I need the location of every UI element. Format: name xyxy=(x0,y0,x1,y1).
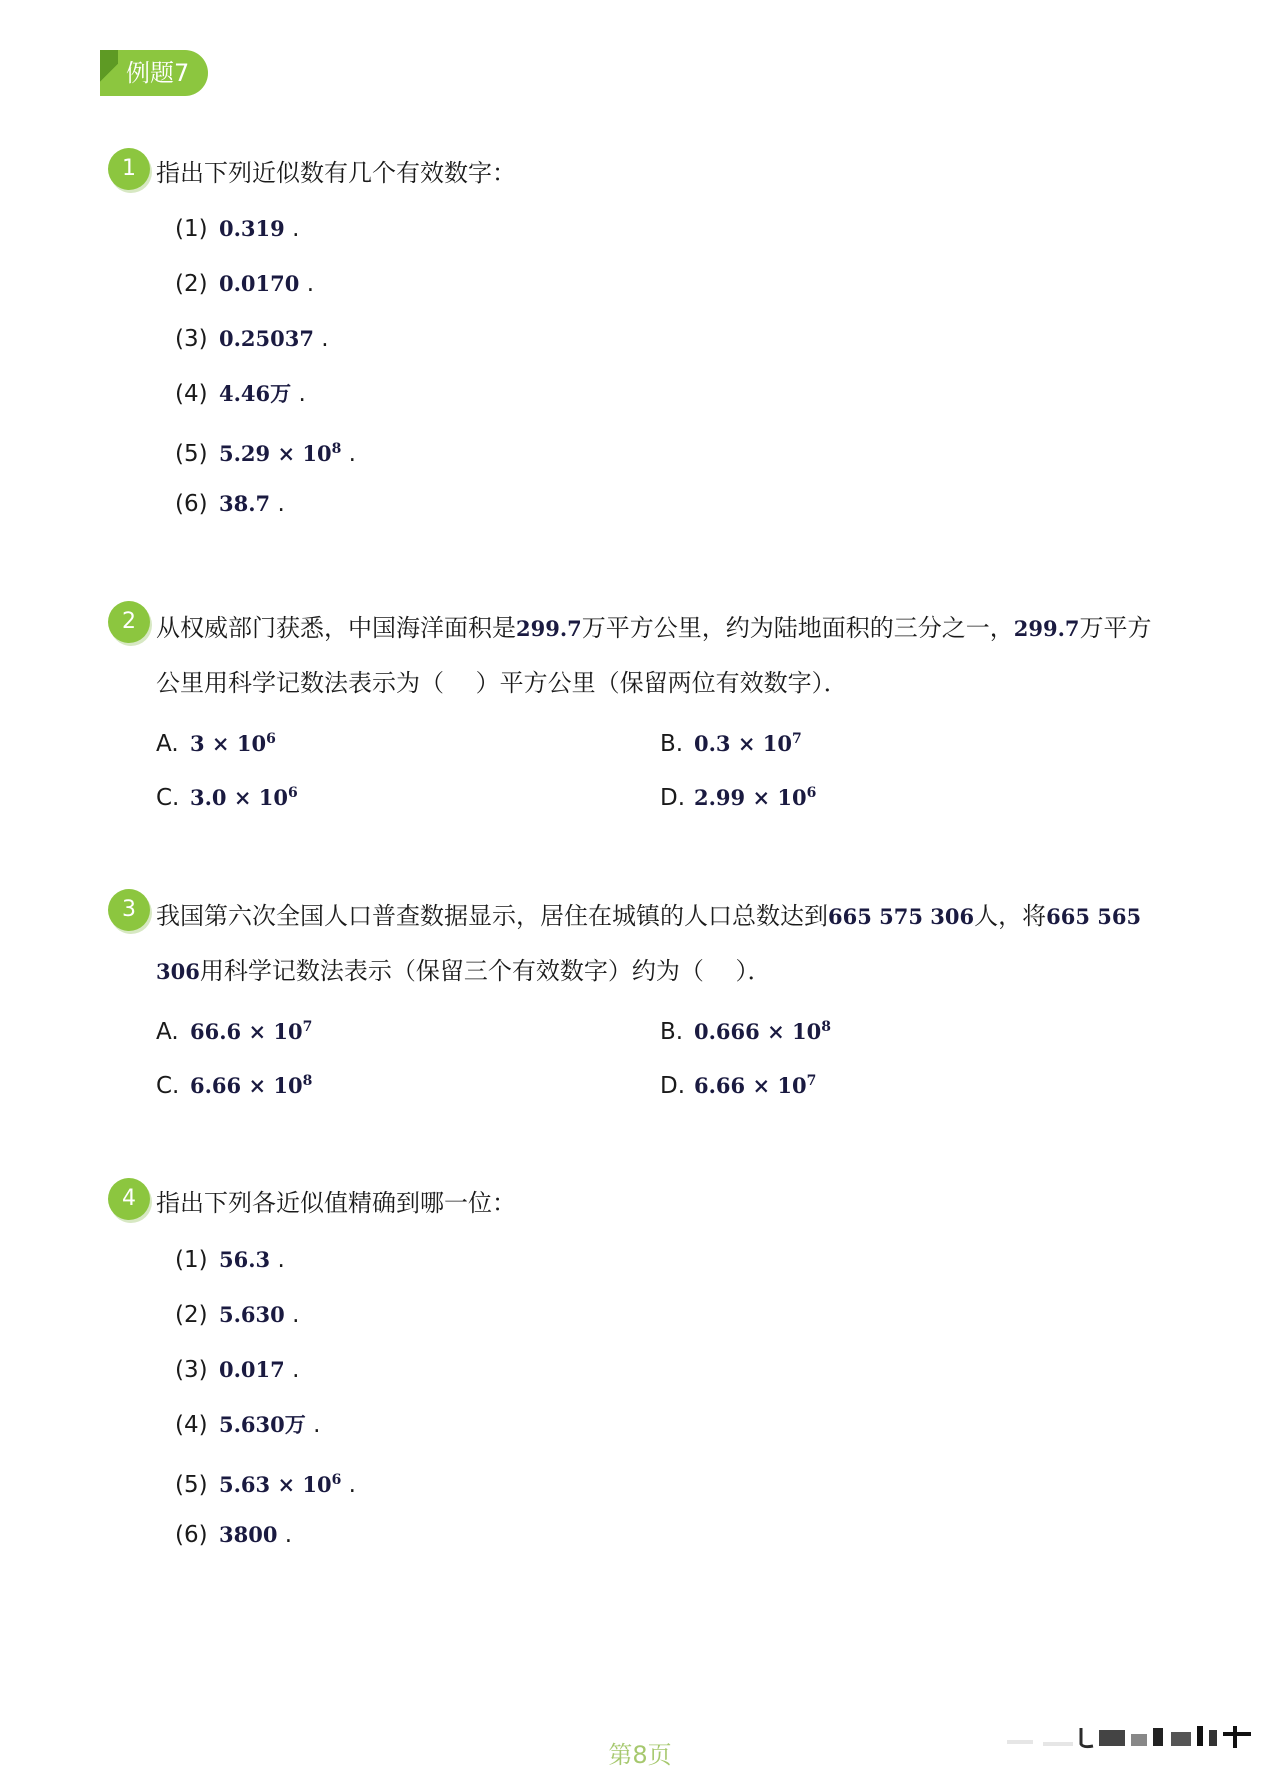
option-c: C. $3.0 \times 10^6$ xyxy=(156,785,298,811)
option-d: D. $2.99 \times 10^6$ xyxy=(660,785,817,811)
list-item: (1) 0.319 . xyxy=(175,216,300,242)
option-b: B. $0.3 \times 10^7$ xyxy=(660,731,802,757)
list-item: (6) 3800 . xyxy=(175,1522,293,1548)
option-a: A. $3 \times 10^6$ xyxy=(156,731,276,757)
list-item: (2) 0.0170 . xyxy=(175,271,314,297)
question-number-badge: 1 xyxy=(108,148,150,190)
list-item: (2) 5.630 . xyxy=(175,1302,300,1328)
question-number-badge: 3 xyxy=(108,889,150,931)
question-number-badge: 4 xyxy=(108,1178,150,1220)
list-item: (5) $5.29 \times 10^8$ . xyxy=(175,441,356,467)
question-stem: 指出下列各近似值精确到哪一位： xyxy=(156,1189,516,1217)
list-item: (6) 38.7 . xyxy=(175,491,285,517)
question-stem: 我国第六次全国人口普查数据显示，居住在城镇的人口总数达到665 575 306人，将665 565 306用科学记数法表示（保留三个有效数字）约为（ ）． xyxy=(156,902,1142,985)
option-a: A. $66.6 \times 10^7$ xyxy=(156,1019,313,1045)
scribble-mark-icon xyxy=(1003,1722,1258,1750)
question-stem: 指出下列近似数有几个有效数字： xyxy=(156,159,516,187)
example-tag: 例题7 xyxy=(100,50,208,96)
list-item: (4) 4.46万 . xyxy=(175,381,306,407)
list-item: (3) 0.017 . xyxy=(175,1357,300,1383)
question-stem: 从权威部门获悉，中国海洋面积是299.7万平方公里，约为陆地面积的三分之一，299.7万平方公里用科学记数法表示为（ ）平方公里（保留两位有效数字）． xyxy=(156,614,1152,697)
page-number: 第8页 xyxy=(608,1741,672,1769)
list-item: (5) $5.63 \times 10^6$ . xyxy=(175,1472,356,1498)
option-d: D. $6.66 \times 10^7$ xyxy=(660,1073,817,1099)
list-item: (3) 0.25037 . xyxy=(175,326,329,352)
list-item: (4) 5.630万 . xyxy=(175,1412,321,1438)
question-number-badge: 2 xyxy=(108,601,150,643)
option-c: C. $6.66 \times 10^8$ xyxy=(156,1073,313,1099)
list-item: (1) 56.3 . xyxy=(175,1247,285,1273)
option-b: B. $0.666 \times 10^8$ xyxy=(660,1019,831,1045)
